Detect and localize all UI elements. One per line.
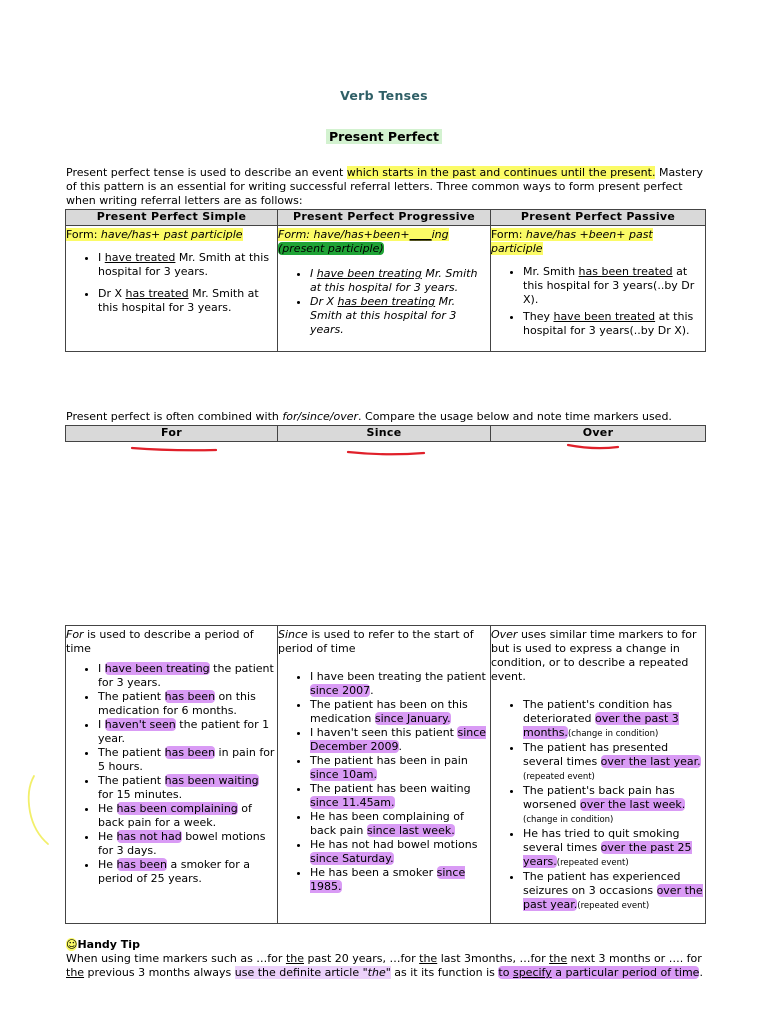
intro-text-1: Present perfect tense is used to describe an event — [66, 166, 347, 179]
smiley-icon: ☺ — [66, 938, 78, 951]
list-item: • He has not had bowel motions since Saturday. — [310, 838, 490, 866]
list-item: • The patient has presented several times over the last year.(repeated event) — [523, 741, 705, 784]
simple-cell — [66, 226, 278, 352]
since-cell: Since is used to refer to the start of period of time • I have been treating the patient since 2007. • The patient has been on this medication since January. • I haven't seen this patient since December 2009. • The patient has been in pain since 10am. • The patient has been waiting since 11.45am. • He has been complaining of back pain since last week. • He has not had bowel motions since Saturday. • He has been a smoker since 1985. — [278, 626, 491, 924]
header-over: Over — [491, 426, 706, 442]
usage-table — [65, 625, 706, 924]
list-item: • I haven't seen the patient for 1 year. — [98, 718, 277, 746]
tip-heading — [66, 938, 140, 952]
list-item: • I haven't seen this patient since December 2009. — [310, 726, 490, 754]
list-item: • They have been treated at this hospital for 3 years(..by Dr X). — [523, 310, 705, 338]
progressive-form: Form: have/has+been+____ing — [278, 228, 449, 241]
header-progressive: Present Perfect Progressive — [278, 210, 491, 226]
list-item: • The patient's back pain has worsened over the last week.(change in condition) — [523, 784, 705, 827]
list-item: • The patient has been in pain since 10am. — [310, 754, 490, 782]
list-item: • The patient has been on this medication since January. — [310, 698, 490, 726]
header-simple: Present Perfect Simple — [66, 210, 278, 226]
progressive-form-note: (present participle) — [278, 242, 384, 255]
list-item: • The patient has experienced seizures on 3 occasions over the past year.(repeated event) — [523, 870, 705, 913]
list-item: • Dr X has been treating Mr. Smith at this hospital for 3 years. — [310, 295, 490, 337]
intro-paragraph — [66, 166, 706, 208]
list-item: • He has been a smoker since 1985. — [310, 866, 490, 894]
passive-form: Form: have/has +been+ past participle — [491, 228, 653, 255]
list-item: • The patient has been in pain for 5 hours. — [98, 746, 277, 774]
list-item: • He has not had bowel motions for 3 days. — [98, 830, 277, 858]
list-item: • The patient has been waiting for 15 minutes. — [98, 774, 277, 802]
red-underline-since — [346, 448, 430, 460]
intro-text-2: Mastery of this pattern is an essential for writing successful referral letters. Three common ways to form present perfect when writing referral letters are as follows: — [66, 166, 704, 207]
list-item: • The patient has been on this medication for 6 months. — [98, 690, 277, 718]
forms-table — [65, 209, 706, 352]
list-item: • He has been complaining of back pain since last week. — [310, 810, 490, 838]
over-cell: Over uses similar time markers to for but is used to express a change in condition, or to describe a repeated event. • The patient's condition has deteriorated over the past 3 months.(change in condition) • The patient has presented several times over the last year.(repeated event) • The patient's back pain has worsened over the last week.(change in condition) • He has tried to quit smoking several times over the past 25 years.(repeated event) • The patient has experienced seizures on 3 occasions over the past year.(repeated event) — [491, 626, 706, 924]
list-item: • I have been treating the patient since 2007. — [310, 670, 490, 698]
tip-title: Handy Tip — [77, 938, 140, 951]
for-list — [66, 662, 277, 886]
page-title: Verb Tenses — [340, 88, 428, 103]
header-for: For — [66, 426, 278, 442]
intro-highlight: which starts in the past and continues until the present. — [346, 166, 656, 179]
header-passive: Present Perfect Passive — [491, 210, 706, 226]
header-since: Since — [278, 426, 491, 442]
over-list — [491, 698, 705, 913]
combined-paragraph: Present perfect is often combined with for/since/over. Compare the usage below and note time markers used. — [66, 410, 672, 423]
list-item: • I have been treating the patient for 3 years. — [98, 662, 277, 690]
passive-cell — [491, 226, 706, 352]
red-underline-for — [130, 444, 220, 456]
simple-form: Form: have/has+ past participle — [66, 228, 243, 241]
list-item: • Mr. Smith has been treated at this hospital for 3 years(..by Dr X). — [523, 265, 705, 307]
section-title-text: Present Perfect — [326, 129, 442, 144]
since-list — [278, 670, 490, 894]
tip-text: When using time markers such as …for the past 20 years, …for the last 3months, …for the next 3 months or …. for the previous 3 months always use the definite article "the" as it its function is to specify a particular period of time. — [66, 952, 703, 979]
red-underline-over — [566, 442, 622, 454]
for-cell: For is used to describe a period of time • I have been treating the patient for 3 years. • The patient has been on this medication for 6 months. • I haven't seen the patient for 1 year. • The patient has been in pain for 5 hours. • The patient has been waiting for 15 minutes. • He has been complaining of back pain for a week. • He has not had bowel motions for 3 days. • He has been a smoker for a period of 25 years. — [66, 626, 278, 924]
list-item: • He has been a smoker for a period of 25 years. — [98, 858, 277, 886]
list-item: • The patient's condition has deteriorated over the past 3 months.(change in condition) — [523, 698, 705, 741]
usage-header-table — [65, 425, 706, 442]
yellow-pen-mark — [24, 770, 54, 850]
list-item: • He has tried to quit smoking several times over the past 25 years.(repeated event) — [523, 827, 705, 870]
list-item: • He has been complaining of back pain for a week. — [98, 802, 277, 830]
list-item: • Dr X has treated Mr. Smith at this hospital for 3 years. — [98, 287, 277, 315]
progressive-cell — [278, 226, 491, 352]
section-title — [0, 130, 768, 144]
list-item: • I have treated Mr. Smith at this hospital for 3 years. — [98, 251, 277, 279]
list-item: • The patient has been waiting since 11.45am. — [310, 782, 490, 810]
list-item: • I have been treating Mr. Smith at this hospital for 3 years. — [310, 267, 490, 295]
